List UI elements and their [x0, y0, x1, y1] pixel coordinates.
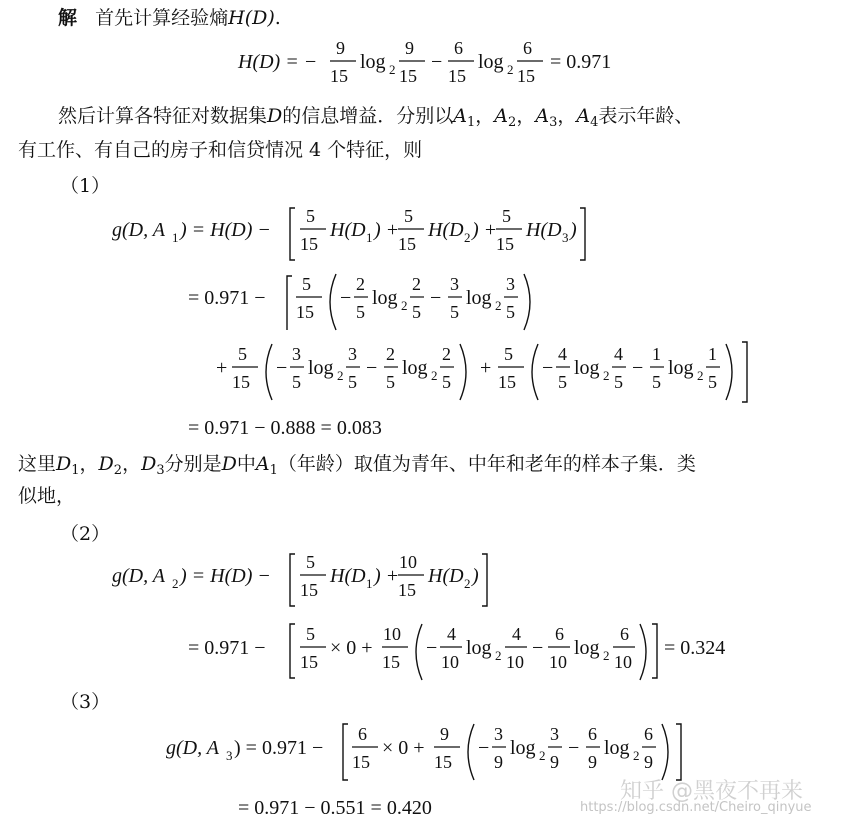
paragraph-features-line2: 有工作、有自己的房子和信贷情况 4 个特征，则 [18, 139, 423, 161]
svg-text:log: log [604, 737, 630, 759]
svg-text:6: 6 [523, 38, 532, 58]
svg-text:log: log [574, 637, 600, 659]
svg-text:2: 2 [401, 298, 408, 313]
svg-text:2: 2 [633, 748, 640, 763]
solution-label: 解 [58, 7, 78, 29]
svg-text:2: 2 [386, 344, 395, 364]
svg-text:log: log [402, 357, 428, 379]
svg-text:2: 2 [603, 648, 610, 663]
svg-text:4: 4 [447, 624, 456, 644]
svg-text:log: log [466, 637, 492, 659]
svg-text:10: 10 [441, 652, 459, 672]
svg-text:−: − [426, 637, 438, 659]
case1-label: （1） [60, 175, 111, 197]
case2-label: （2） [60, 523, 111, 545]
svg-text:2: 2 [507, 62, 514, 77]
svg-text:9: 9 [494, 752, 503, 772]
svg-text:) = H(D) −: ) = H(D) − [180, 565, 271, 587]
svg-text:2: 2 [464, 576, 471, 591]
svg-text:): ) [570, 219, 577, 241]
svg-text:5: 5 [348, 372, 357, 392]
svg-text:9: 9 [588, 752, 597, 772]
svg-text:5: 5 [652, 372, 661, 392]
bracket-right [580, 208, 585, 260]
svg-text:g(D, A: g(D, A [166, 737, 219, 759]
svg-text:15: 15 [496, 234, 514, 254]
svg-text:−: − [430, 287, 442, 309]
svg-text:2: 2 [172, 576, 179, 591]
paren-left [416, 624, 422, 680]
svg-text:) = H(D) −: ) = H(D) − [180, 219, 271, 241]
svg-text:−: − [632, 357, 644, 379]
bracket-right [652, 624, 657, 678]
svg-text:−: − [542, 357, 554, 379]
svg-text:3: 3 [494, 724, 503, 744]
bracket-left [290, 554, 295, 606]
svg-text:log: log [360, 51, 386, 73]
case1-result: = 0.971 − 0.888 = 0.083 [188, 417, 382, 439]
paragraph-subsets: 这里$D_1$，$D_2$，$D_3$分别是D中$A_1$（年龄）取值为青年、中年和老年的样本子集．类 [18, 453, 696, 478]
svg-text:4: 4 [614, 344, 623, 364]
svg-text:1: 1 [366, 576, 373, 591]
svg-text:log: log [308, 357, 334, 379]
svg-text:2: 2 [603, 368, 610, 383]
equation-case2 [112, 548, 752, 678]
zhihu-watermark: 知乎 @黑夜不再来 [620, 779, 803, 804]
svg-text:5: 5 [386, 372, 395, 392]
svg-text:5: 5 [442, 372, 451, 392]
bracket-left [290, 624, 295, 678]
svg-text:−: − [366, 357, 378, 379]
svg-text:15: 15 [352, 752, 370, 772]
svg-text:3: 3 [292, 344, 301, 364]
svg-text:5: 5 [504, 344, 513, 364]
case3-result: = 0.971 − 0.551 = 0.420 [238, 797, 432, 819]
svg-text:6: 6 [555, 624, 564, 644]
svg-text:2: 2 [337, 368, 344, 383]
bracket-left [287, 276, 292, 330]
svg-text:2: 2 [356, 274, 365, 294]
svg-text:9: 9 [405, 38, 414, 58]
svg-text:5: 5 [506, 302, 515, 322]
case2-result: = 0.324 [664, 637, 726, 659]
svg-text:) +: ) + [374, 565, 400, 587]
svg-text:5: 5 [708, 372, 717, 392]
svg-text:) = 0.971 −: ) = 0.971 − [234, 737, 324, 759]
svg-text:2: 2 [464, 230, 471, 245]
entropy-result: = 0.971 [550, 51, 612, 73]
svg-text:2: 2 [389, 62, 396, 77]
paragraph-features: 然后计算各特征对数据集D的信息增益．分别以$A_1$，$A_2$，$A_3$，$A_4$表示年龄、 [58, 105, 694, 130]
svg-text:6: 6 [588, 724, 597, 744]
svg-text:2: 2 [431, 368, 438, 383]
svg-text:log: log [510, 737, 536, 759]
svg-text:4: 4 [512, 624, 521, 644]
svg-text:15: 15 [232, 372, 250, 392]
svg-text:−: − [532, 637, 544, 659]
intro-entropy-symbol: H(D) [228, 7, 275, 29]
svg-text:2: 2 [412, 274, 421, 294]
svg-text:5: 5 [404, 206, 413, 226]
svg-text:5: 5 [558, 372, 567, 392]
svg-text:) +: ) + [374, 219, 400, 241]
svg-text:× 0 +: × 0 + [330, 637, 373, 659]
bracket-right [482, 554, 487, 606]
svg-text:2: 2 [495, 648, 502, 663]
svg-text:9: 9 [644, 752, 653, 772]
svg-text:15: 15 [296, 302, 314, 322]
svg-text:1: 1 [708, 344, 717, 364]
svg-text:6: 6 [454, 38, 463, 58]
svg-text:1: 1 [652, 344, 661, 364]
svg-text:−: − [431, 51, 443, 73]
svg-text:g(D, A: g(D, A [112, 565, 165, 587]
svg-text:) +: ) + [472, 219, 498, 241]
svg-text:3: 3 [226, 748, 233, 763]
svg-text:5: 5 [502, 206, 511, 226]
svg-text:5: 5 [356, 302, 365, 322]
svg-text:6: 6 [358, 724, 367, 744]
svg-text:15: 15 [300, 580, 318, 600]
svg-text:15: 15 [517, 66, 535, 86]
intro-text: 首先计算经验熵 [95, 7, 229, 29]
paren-right [662, 724, 668, 780]
svg-text:log: log [466, 287, 492, 309]
svg-text:15: 15 [382, 652, 400, 672]
svg-text:9: 9 [336, 38, 345, 58]
svg-text:10: 10 [399, 552, 417, 572]
svg-text:log: log [478, 51, 504, 73]
svg-text:5: 5 [306, 206, 315, 226]
svg-text:× 0 +: × 0 + [382, 737, 425, 759]
svg-text:15: 15 [398, 234, 416, 254]
svg-text:3: 3 [348, 344, 357, 364]
paren-right [640, 624, 646, 680]
svg-text:15: 15 [330, 66, 348, 86]
svg-text:3: 3 [506, 274, 515, 294]
svg-text:6: 6 [620, 624, 629, 644]
svg-text:15: 15 [498, 372, 516, 392]
paragraph-subsets-line2: 似地， [18, 485, 76, 507]
svg-text:5: 5 [450, 302, 459, 322]
svg-text:H(D: H(D [428, 219, 464, 241]
svg-text:10: 10 [506, 652, 524, 672]
svg-text:15: 15 [448, 66, 466, 86]
svg-text:+: + [216, 357, 228, 379]
svg-text:2: 2 [495, 298, 502, 313]
svg-text:= 0.971 −: = 0.971 − [188, 287, 266, 309]
svg-text:9: 9 [550, 752, 559, 772]
svg-text:= 0.971 −: = 0.971 − [188, 637, 266, 659]
entropy-lhs: H(D) = − [238, 51, 318, 73]
svg-text:H(D: H(D [428, 565, 464, 587]
svg-text:15: 15 [434, 752, 452, 772]
svg-text:15: 15 [300, 652, 318, 672]
svg-text:5: 5 [302, 274, 311, 294]
svg-text:10: 10 [549, 652, 567, 672]
svg-text:6: 6 [644, 724, 653, 744]
svg-text:3: 3 [562, 230, 569, 245]
svg-text:5: 5 [412, 302, 421, 322]
csdn-url-watermark: https://blog.csdn.net/Cheiro_qinyue [580, 800, 812, 815]
svg-text:5: 5 [292, 372, 301, 392]
paren-right [726, 344, 732, 400]
svg-text:15: 15 [398, 580, 416, 600]
svg-text:H(D: H(D [330, 219, 366, 241]
svg-text:3: 3 [550, 724, 559, 744]
svg-text:−: − [276, 357, 288, 379]
svg-text:2: 2 [442, 344, 451, 364]
svg-text:H(D: H(D [330, 565, 366, 587]
svg-text:1: 1 [366, 230, 373, 245]
svg-text:5: 5 [306, 624, 315, 644]
equation-entropy [238, 34, 658, 92]
paren-left [532, 344, 538, 400]
svg-text:9: 9 [440, 724, 449, 744]
svg-text:2: 2 [539, 748, 546, 763]
svg-text:2: 2 [697, 368, 704, 383]
bracket-left [290, 208, 295, 260]
svg-text:5: 5 [306, 552, 315, 572]
svg-text:−: − [478, 737, 490, 759]
svg-text:1: 1 [172, 230, 179, 245]
svg-text:4: 4 [558, 344, 567, 364]
svg-text:15: 15 [399, 66, 417, 86]
svg-text:10: 10 [383, 624, 401, 644]
svg-text:+: + [480, 357, 492, 379]
svg-text:10: 10 [614, 652, 632, 672]
svg-text:log: log [372, 287, 398, 309]
svg-text:15: 15 [300, 234, 318, 254]
svg-text:−: − [568, 737, 580, 759]
paren-right [524, 274, 530, 330]
svg-text:log: log [574, 357, 600, 379]
svg-text:5: 5 [238, 344, 247, 364]
svg-text:3: 3 [450, 274, 459, 294]
case3-label: （3） [60, 691, 111, 713]
paren-left [266, 344, 272, 400]
paren-left [330, 274, 336, 330]
svg-text:H(D: H(D [526, 219, 562, 241]
svg-text:): ) [472, 565, 479, 587]
intro-line: 解 首先计算经验熵H(D). [58, 7, 281, 29]
equation-case1 [112, 202, 772, 442]
paren-left [468, 724, 474, 780]
bracket-right [742, 342, 747, 402]
bracket-right [676, 724, 681, 780]
svg-text:g(D, A: g(D, A [112, 219, 165, 241]
paren-right [460, 344, 466, 400]
svg-text:5: 5 [614, 372, 623, 392]
bracket-left [343, 724, 348, 780]
svg-text:−: − [340, 287, 352, 309]
svg-text:log: log [668, 357, 694, 379]
